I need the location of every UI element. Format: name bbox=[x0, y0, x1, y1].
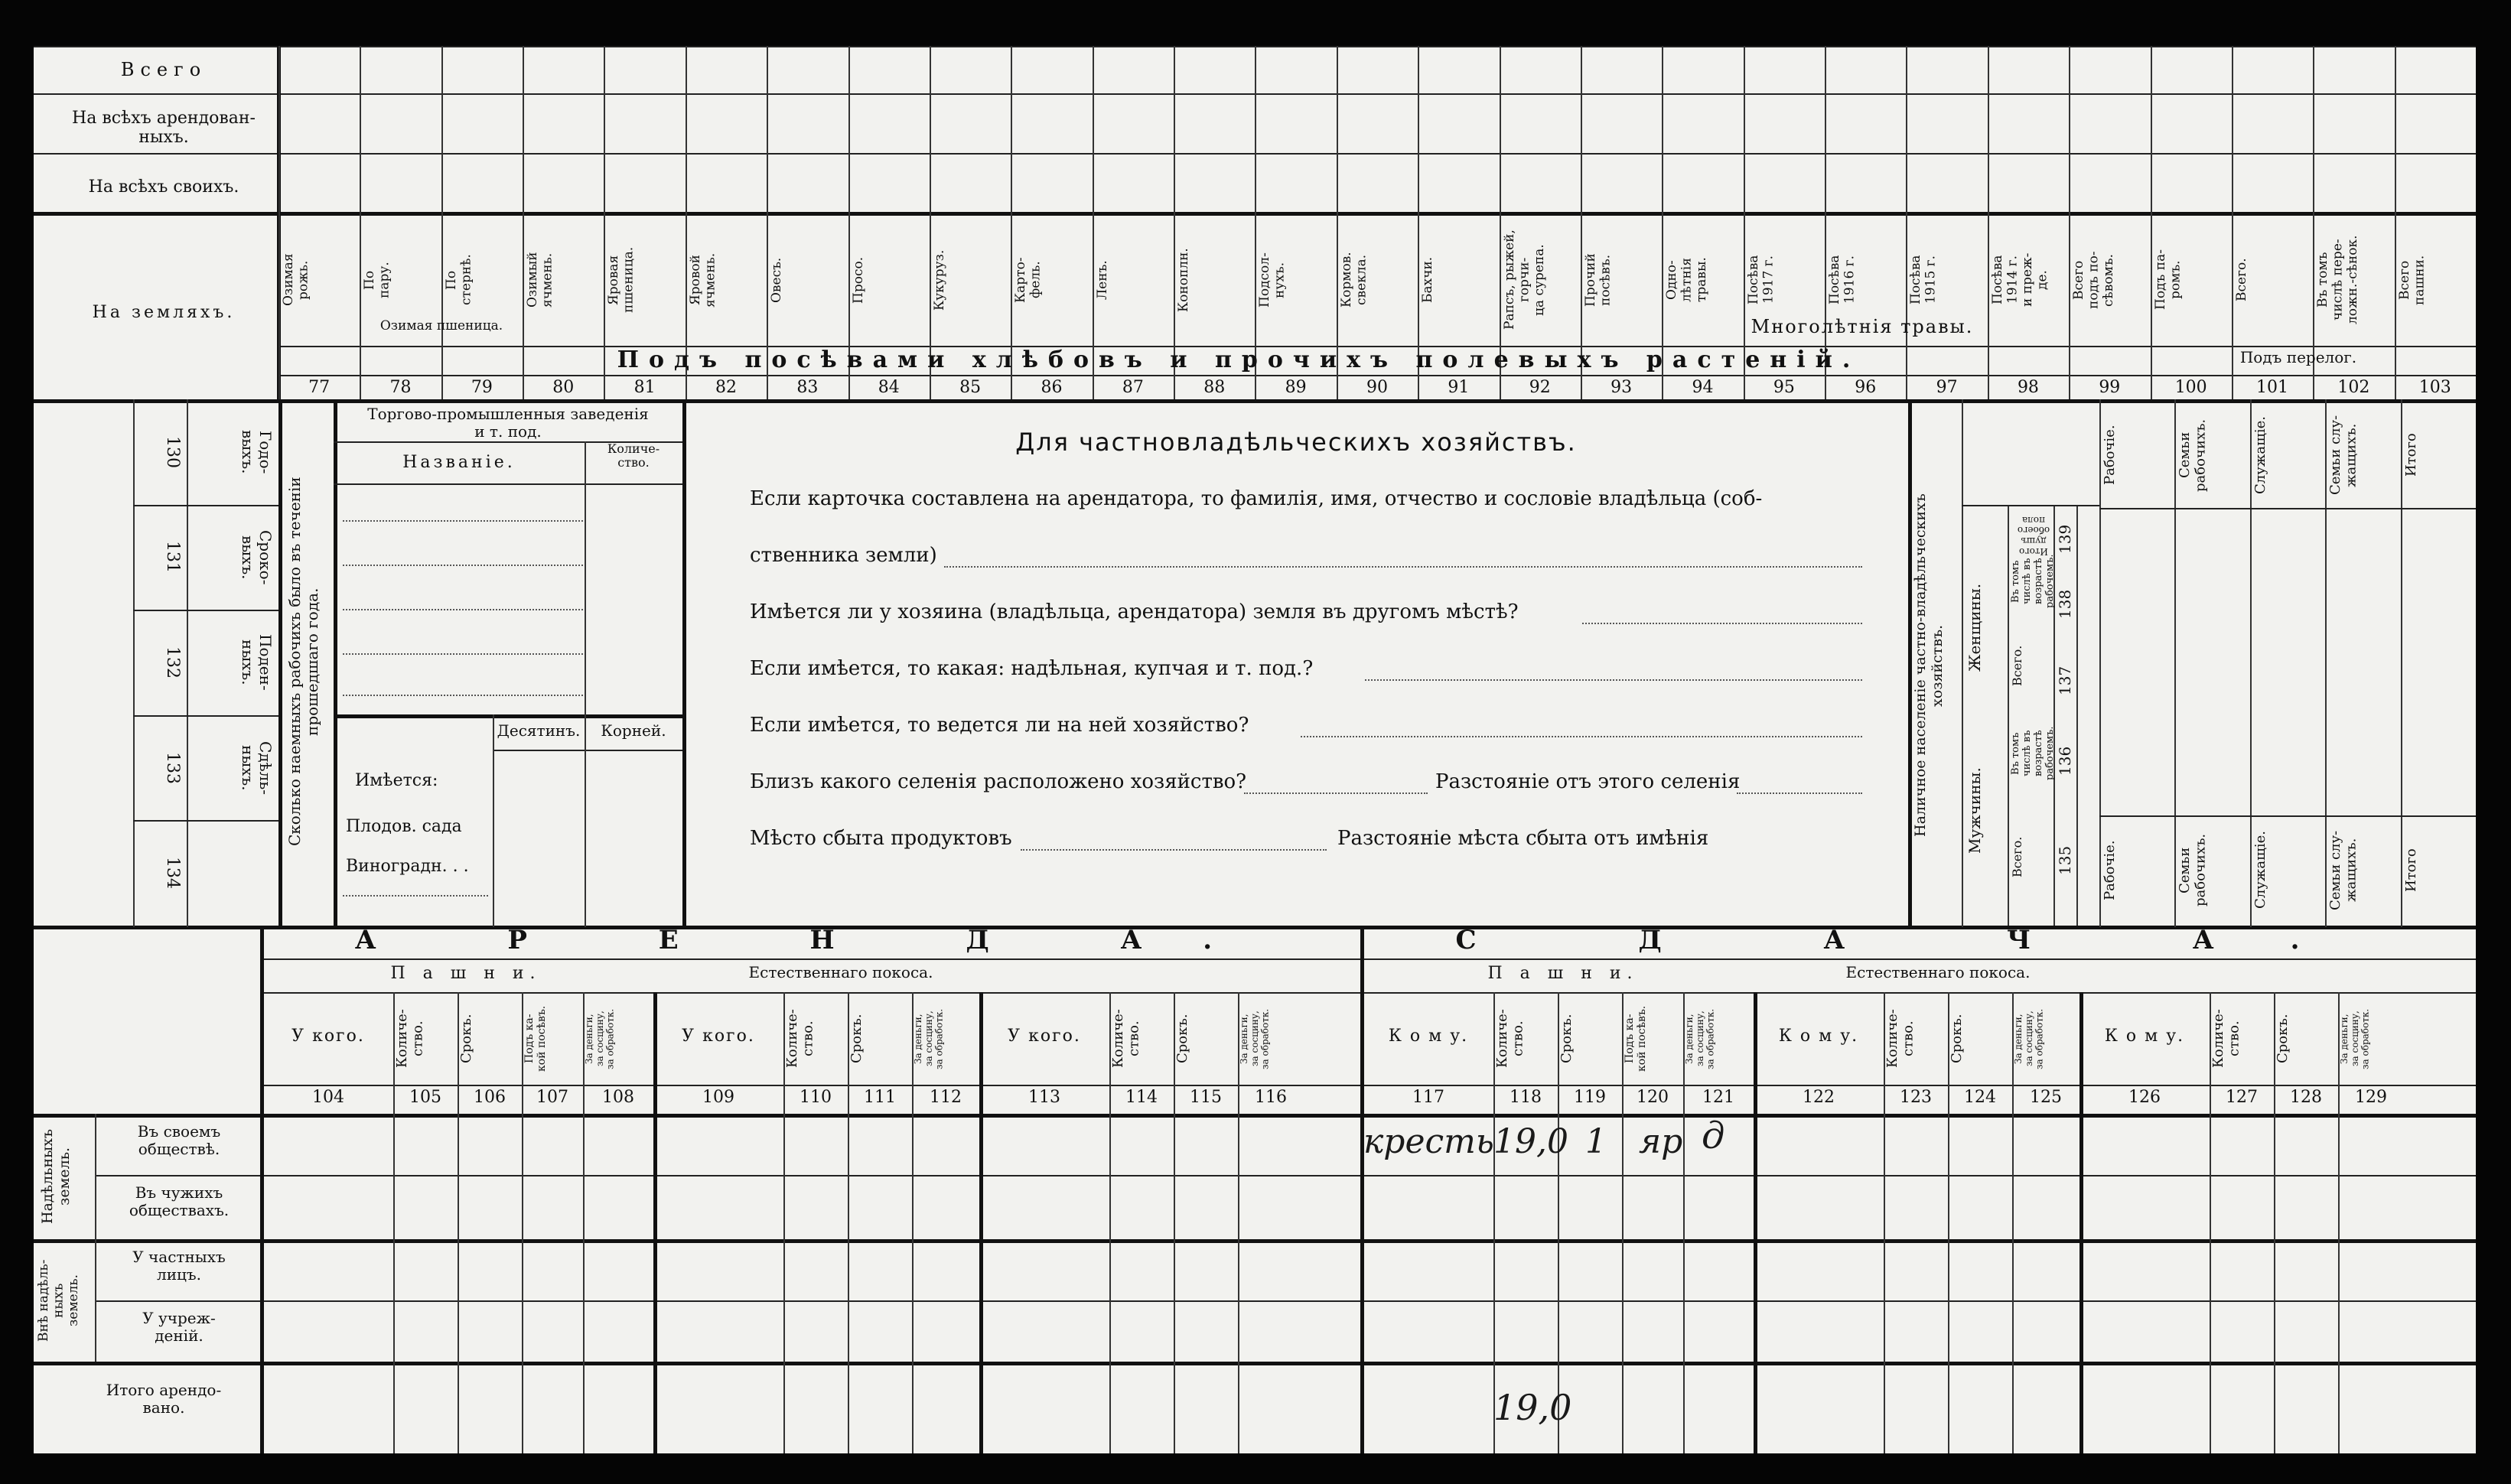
pop-col-header: Семьи слу- жащихъ. bbox=[2327, 415, 2360, 496]
top-col-header: Коноплн. bbox=[1176, 248, 1192, 312]
private-line-7: Разстоянiе отъ этого селенiя bbox=[1435, 770, 1741, 793]
top-banner: Подъ посѣвами хлѣбовъ и прочихъ полевыхъ растенiй. bbox=[617, 347, 1861, 373]
hired-col-label: Сдѣль- ныхъ. bbox=[239, 740, 275, 795]
pop-num-137: 137 bbox=[2056, 666, 2074, 696]
top-col-header: Яровой ячмень. bbox=[687, 252, 718, 308]
lease-col-number: 117 bbox=[1412, 1088, 1444, 1107]
trade-qty-col: Количе- ство. bbox=[607, 441, 660, 470]
lease-col-number: 113 bbox=[1028, 1088, 1060, 1107]
top-col-rule bbox=[441, 46, 443, 399]
hand-zachto: д bbox=[1702, 1115, 1725, 1157]
top-col-number: 100 bbox=[2174, 378, 2207, 397]
top-col-rule bbox=[2069, 46, 2070, 399]
lease-col-header: Количе- ство. bbox=[394, 1009, 426, 1069]
total-leased-label: Итого арендо- вано. bbox=[106, 1381, 222, 1417]
lease-col-number: 119 bbox=[1574, 1088, 1606, 1107]
lease-col-header: За деньги, за сосцину, за обработк. bbox=[2013, 1008, 2045, 1069]
top-col-number: 95 bbox=[1773, 378, 1795, 397]
hand-total: 19,0 bbox=[1493, 1387, 1572, 1428]
census-card bbox=[34, 46, 2476, 1453]
lease-col-number: 111 bbox=[864, 1088, 896, 1107]
pop-col-header: Итого bbox=[2402, 433, 2419, 477]
lease-col-number: 124 bbox=[1964, 1088, 1996, 1107]
top-col-header: Озимая рожь. bbox=[281, 253, 311, 307]
lease-col-header: К о м у. bbox=[1388, 1027, 1469, 1046]
private-line-1: Если карточка составлена на арендатора, то фамилiя, имя, отчество и сословiе владѣльца (соб- bbox=[750, 487, 1763, 510]
hand-kolvo: 19,0 bbox=[1493, 1122, 1568, 1161]
pop-col-rule bbox=[2099, 399, 2101, 927]
top-col-rule bbox=[2313, 46, 2314, 399]
top-col-header: Овесъ. bbox=[769, 257, 785, 303]
sdacha-pokos: Естественнаго покоса. bbox=[1845, 963, 2031, 981]
private-line-2: ственника земли) bbox=[750, 544, 937, 567]
has-label: Имѣется: bbox=[355, 771, 438, 790]
trade-name-col: Названiе. bbox=[402, 453, 516, 472]
top-col-header: Карто- фель. bbox=[1013, 257, 1044, 303]
top-col-rule bbox=[2151, 46, 2152, 399]
pop-col-footer: Семьи слу- жащихъ. bbox=[2327, 830, 2360, 910]
women-label: Женщины. bbox=[1965, 583, 1984, 672]
top-col-header: Посѣва 1914 г. и преж- де. bbox=[1989, 252, 2050, 308]
top-col-rule bbox=[1906, 46, 1907, 399]
top-col-number: 87 bbox=[1122, 378, 1144, 397]
pop-rule bbox=[2099, 815, 2476, 817]
top-col-header: Яровая пшеница. bbox=[606, 246, 637, 314]
lease-col-header: Срокъ. bbox=[848, 1014, 865, 1064]
women-incl-label: Въ томъ числѣ въ возрастѣ рабочемъ. bbox=[2010, 554, 2056, 609]
top-col-number: 102 bbox=[2337, 378, 2370, 397]
men-incl-label: Въ томъ числѣ въ возрастѣ рабочемъ. bbox=[2010, 726, 2056, 781]
lease-col-header: У кого. bbox=[682, 1027, 755, 1046]
top-col-header: Всего. bbox=[2233, 258, 2249, 302]
lease-col-rule bbox=[653, 992, 657, 1453]
top-col-rule bbox=[2232, 46, 2233, 399]
top-col-number: 93 bbox=[1610, 378, 1633, 397]
lease-col-number: 127 bbox=[2226, 1088, 2258, 1107]
desyatin-col: Десятинъ. bbox=[497, 721, 581, 740]
top-col-rule bbox=[523, 46, 524, 399]
top-col-number: 88 bbox=[1203, 378, 1226, 397]
lease-col-number: 122 bbox=[1803, 1088, 1835, 1107]
row-label-own: На всѣхъ своихъ. bbox=[88, 177, 239, 197]
top-col-header: Всего подъ по- сѣвомъ. bbox=[2071, 251, 2117, 309]
pop-col-rule bbox=[2174, 399, 2176, 927]
private-title: Для частновладѣльческихъ хозяйствъ. bbox=[1015, 428, 1577, 457]
private-line-4: Если имѣется, то какая: надѣльная, купчая и т. под.? bbox=[750, 657, 1314, 680]
top-col-number: 77 bbox=[308, 378, 331, 397]
lease-col-number: 121 bbox=[1702, 1088, 1734, 1107]
row-own-society: Въ своемъ обществѣ. bbox=[137, 1122, 221, 1158]
hired-col-label bbox=[191, 825, 274, 921]
lease-col-header: За деньги, за сосцину, за обработк. bbox=[1684, 1008, 1716, 1069]
top-col-header: Ленъ. bbox=[1094, 260, 1110, 300]
top-col-number: 92 bbox=[1529, 378, 1551, 397]
orchard-label: Плодов. сада bbox=[346, 817, 462, 836]
hand-srok: 1 bbox=[1585, 1122, 1607, 1161]
top-col-header: Посѣва 1916 г. bbox=[1827, 255, 1858, 305]
lease-col-number: 118 bbox=[1510, 1088, 1542, 1107]
arenda-title: А Р Е Н Д А. bbox=[354, 925, 1274, 955]
top-col-rule bbox=[360, 46, 361, 399]
top-col-number: 103 bbox=[2418, 378, 2451, 397]
lease-col-number: 128 bbox=[2290, 1088, 2322, 1107]
sdacha-pashni: П а ш н и. bbox=[1487, 964, 1639, 983]
top-col-header: Одно- лѣтнiя травы. bbox=[1664, 257, 1710, 303]
lease-col-number: 116 bbox=[1255, 1088, 1287, 1107]
top-col-number: 84 bbox=[878, 378, 900, 397]
hand-posev: яр bbox=[1639, 1122, 1683, 1161]
hired-col-number: 134 bbox=[163, 857, 182, 890]
top-col-number: 79 bbox=[471, 378, 493, 397]
lease-col-number: 110 bbox=[800, 1088, 832, 1107]
top-col-header: Просо. bbox=[850, 256, 866, 304]
lease-col-rule bbox=[979, 992, 983, 1453]
both-sexes-label: Итого душъ обоего пола bbox=[2017, 514, 2050, 558]
lease-col-header: За деньги, за сосцину, за обработк. bbox=[1239, 1008, 1271, 1069]
top-col-number: 96 bbox=[1855, 378, 1877, 397]
lease-col-number: 129 bbox=[2355, 1088, 2387, 1107]
lease-col-header: У кого. bbox=[291, 1027, 365, 1046]
pop-col-rule bbox=[2401, 399, 2402, 927]
sdacha-title: С Д А Ч А. bbox=[1455, 925, 2376, 955]
men-total-label: Всего. bbox=[2010, 836, 2024, 877]
group-non-allotment: Внѣ надѣль- ныхъ земель. bbox=[36, 1259, 82, 1342]
top-col-header: Посѣва 1915 г. bbox=[1908, 255, 1939, 305]
pop-col-header: Семьи рабочихъ. bbox=[2177, 418, 2210, 492]
pop-num-136: 136 bbox=[2056, 746, 2074, 776]
top-col-header: Прочий посѣвъ. bbox=[1582, 253, 1614, 307]
lease-col-header: Срокъ. bbox=[1174, 1014, 1190, 1064]
lease-col-number: 126 bbox=[2128, 1088, 2161, 1107]
lease-col-number: 125 bbox=[2030, 1088, 2062, 1107]
top-col-number: 81 bbox=[633, 378, 656, 397]
row-label-rented: На всѣхъ арендован- ныхъ. bbox=[72, 109, 256, 148]
hired-row-rule bbox=[133, 715, 278, 717]
lease-col-number: 114 bbox=[1125, 1088, 1158, 1107]
pop-col-header: Служащiе. bbox=[2252, 416, 2268, 494]
top-col-header: Озимый ячмень. bbox=[525, 252, 555, 308]
lease-col-number: 108 bbox=[602, 1088, 634, 1107]
top-col-number: 90 bbox=[1366, 378, 1388, 397]
top-col-rule bbox=[278, 46, 280, 399]
hired-col-number: 132 bbox=[163, 646, 182, 679]
roots-col: Корней. bbox=[601, 721, 666, 740]
top-col-header: Рапсъ, рыжей, горчи- ца сурепа. bbox=[1501, 229, 1547, 330]
row-label-total: Всего bbox=[120, 59, 207, 80]
arenda-pashni: П а ш н и. bbox=[390, 964, 542, 983]
lease-col-header: Подъ ка- кой посѣвъ. bbox=[1624, 1005, 1649, 1072]
top-col-header: Кормов. свекла. bbox=[1338, 252, 1369, 308]
lease-col-header: Количе- ство. bbox=[1494, 1009, 1526, 1069]
lease-col-number: 109 bbox=[702, 1088, 734, 1107]
hired-col-number: 133 bbox=[163, 751, 182, 784]
lease-col-header: Количе- ство. bbox=[1110, 1009, 1142, 1069]
top-col-number: 98 bbox=[2017, 378, 2039, 397]
vineyard-label: Виноградн. . . bbox=[346, 857, 469, 876]
row-private-persons: У частныхъ лицъ. bbox=[132, 1248, 226, 1284]
lease-col-rule bbox=[1754, 992, 1757, 1453]
top-col-number: 78 bbox=[389, 378, 412, 397]
top-col-number: 97 bbox=[1936, 378, 1958, 397]
trade-title: Торгово-промышленныя заведенiя и т. под. bbox=[367, 405, 649, 441]
perelog-label: Подъ перелог. bbox=[2239, 348, 2357, 366]
top-col-header: По стернѣ. bbox=[443, 254, 474, 306]
hired-row-rule bbox=[133, 820, 278, 822]
lease-col-header: За деньги, за сосцину, за обработк. bbox=[2339, 1008, 2371, 1069]
lease-col-header: У кого. bbox=[1008, 1027, 1081, 1046]
top-col-header: Бахчи. bbox=[1420, 256, 1436, 304]
pop-col-footer: Служащiе. bbox=[2252, 831, 2268, 910]
group-allotment: Надѣльныхъ земель. bbox=[39, 1128, 73, 1225]
lease-col-rule bbox=[2079, 992, 2083, 1453]
pop-rule bbox=[2099, 508, 2476, 509]
top-col-rule bbox=[604, 46, 605, 399]
lease-col-header: За деньги, за сосцину, за обработк. bbox=[584, 1008, 616, 1069]
top-col-number: 85 bbox=[959, 378, 982, 397]
population-label: Наличное населенiе частно-владѣльческихъ хозяйствъ. bbox=[1912, 493, 1946, 838]
row-label-lands: На земляхъ. bbox=[92, 303, 236, 322]
top-col-header: Подъ па- ромъ. bbox=[2152, 249, 2184, 311]
lease-col-header: Срокъ. bbox=[2275, 1014, 2291, 1064]
pop-col-footer: Итого bbox=[2402, 848, 2419, 892]
top-col-rule bbox=[2395, 46, 2396, 399]
top-col-rule bbox=[1988, 46, 1989, 399]
lease-col-header: Срокъ. bbox=[1949, 1014, 1965, 1064]
women-total-label: Всего. bbox=[2010, 645, 2024, 686]
hand-komu: кресть bbox=[1363, 1122, 1494, 1161]
lease-col-header: К о м у. bbox=[1778, 1027, 1859, 1046]
pop-col-rule bbox=[2325, 399, 2327, 927]
lease-col-number: 120 bbox=[1637, 1088, 1669, 1107]
pop-num-139: 139 bbox=[2056, 524, 2074, 555]
lease-col-header: Количе- ство. bbox=[1884, 1009, 1917, 1069]
hired-col-label: Поден- ныхъ. bbox=[239, 634, 275, 691]
lease-col-number: 112 bbox=[930, 1088, 962, 1107]
arenda-pokos: Естественнаго покоса. bbox=[748, 963, 933, 981]
top-col-number: 99 bbox=[2099, 378, 2121, 397]
hired-workers-label: Сколько наемныхъ рабочихъ было въ теченiи прошедшаго года. bbox=[285, 477, 321, 847]
hired-row-rule bbox=[133, 505, 278, 506]
pop-col-footer: Семьи рабочихъ. bbox=[2177, 833, 2210, 907]
top-col-header: По пару. bbox=[362, 262, 392, 298]
private-line-9: Разстоянiе мѣста сбыта отъ имѣнiя bbox=[1337, 827, 1709, 850]
lease-col-number: 106 bbox=[474, 1088, 506, 1107]
lease-col-header: Срокъ. bbox=[458, 1014, 474, 1064]
hired-col-label: Годо- выхъ. bbox=[239, 430, 275, 474]
lease-col-header: К о м у. bbox=[2104, 1027, 2185, 1046]
hired-row-rule bbox=[133, 610, 278, 611]
lease-col-number: 123 bbox=[1900, 1088, 1932, 1107]
top-col-number: 82 bbox=[715, 378, 738, 397]
lease-col-header: Подъ ка- кой посѣвъ. bbox=[523, 1005, 549, 1072]
pop-num-135: 135 bbox=[2056, 845, 2074, 876]
hired-col-label: Сроко- выхъ. bbox=[239, 529, 275, 585]
private-line-3: Имѣется ли у хозяина (владѣльца, арендатора) земля въ другомъ мѣстѣ? bbox=[750, 600, 1519, 623]
top-col-number: 101 bbox=[2256, 378, 2289, 397]
top-col-number: 94 bbox=[1692, 378, 1714, 397]
top-col-header: Кукуруз. bbox=[931, 249, 947, 311]
top-col-number: 80 bbox=[552, 378, 575, 397]
pop-col-rule bbox=[2250, 399, 2252, 927]
ozimaya-label: Озимая пшеница. bbox=[379, 318, 503, 334]
pop-num-138: 138 bbox=[2056, 589, 2074, 620]
hired-col-number: 131 bbox=[163, 541, 182, 574]
private-line-5: Если имѣется, то ведется ли на ней хозяйство? bbox=[750, 714, 1249, 737]
top-col-number: 83 bbox=[796, 378, 819, 397]
top-col-number: 89 bbox=[1285, 378, 1307, 397]
top-col-header: Всего пашни. bbox=[2396, 255, 2428, 305]
lease-col-number: 107 bbox=[536, 1088, 568, 1107]
lease-col-number: 105 bbox=[409, 1088, 441, 1107]
row-institutions: У учреж- денiй. bbox=[142, 1309, 216, 1345]
pop-col-footer: Рабочiе. bbox=[2102, 840, 2118, 900]
pop-col-header: Рабочiе. bbox=[2102, 425, 2118, 486]
lease-col-number: 104 bbox=[312, 1088, 344, 1107]
lease-col-header: Количе- ство. bbox=[2210, 1009, 2242, 1069]
lease-col-header: Количе- ство. bbox=[784, 1009, 816, 1069]
lease-col-header: Срокъ. bbox=[1558, 1014, 1575, 1064]
top-col-number: 91 bbox=[1448, 378, 1470, 397]
hired-col-number: 130 bbox=[163, 435, 182, 468]
row-other-society: Въ чужихъ обществахъ. bbox=[129, 1183, 230, 1219]
men-label: Мужчины. bbox=[1965, 767, 1984, 854]
top-col-header: Посѣва 1917 г. bbox=[1745, 255, 1777, 305]
lease-col-header: За деньги, за сосцину, за обработк. bbox=[913, 1008, 945, 1069]
mnogoletnie-label: Многолѣтнiя травы. bbox=[1751, 316, 1974, 337]
private-line-6: Близъ какого селенiя расположено хозяйство? bbox=[750, 770, 1247, 793]
top-col-number: 86 bbox=[1041, 378, 1063, 397]
top-col-header: Подсол- нухъ. bbox=[1257, 252, 1288, 308]
private-line-8: Мѣсто сбыта продуктовъ bbox=[750, 827, 1012, 850]
top-col-header: Въ томъ числѣ пере- ложн.-сѣнок. bbox=[2315, 235, 2361, 325]
lease-col-number: 115 bbox=[1190, 1088, 1222, 1107]
